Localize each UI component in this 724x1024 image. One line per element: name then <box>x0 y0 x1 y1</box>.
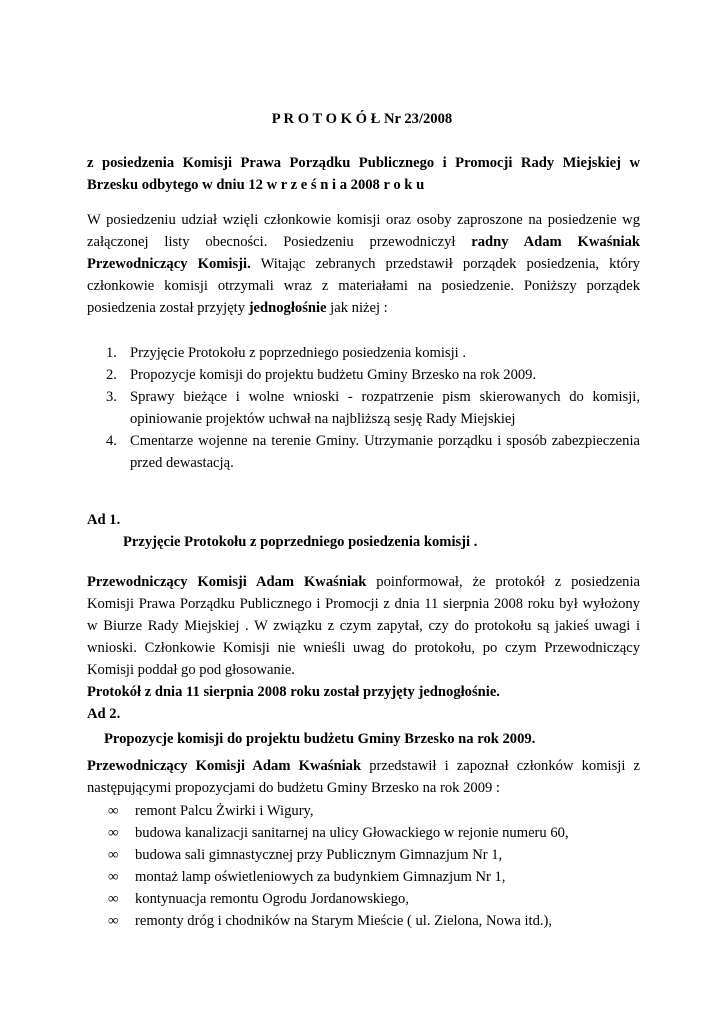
agenda-item <box>87 386 640 430</box>
intro-paragraph <box>87 209 640 319</box>
intro-line-2 <box>87 231 640 253</box>
ad1-heading: Ad 1. <box>87 512 121 528</box>
document-title: P R O T O K Ó Ł Nr 23/2008 <box>271 111 453 127</box>
list-item <box>108 910 648 932</box>
proposal-text: remonty dróg i chodników na Starym Mieście ( ul. Zielona, Nowa itd.), <box>135 913 553 929</box>
ad1-line-1 <box>87 571 640 593</box>
agenda-text: Propozycje komisji do projektu budżetu Gminy Brzesko na rok 2009. <box>130 367 537 383</box>
list-item <box>108 800 648 822</box>
infinity-bullet-icon: ∞ <box>108 803 119 819</box>
agenda-item <box>87 364 640 386</box>
agenda-item <box>87 430 640 474</box>
ad1-result: Protokół z dnia 11 sierpnia 2008 roku został przyjęty jednogłośnie. <box>87 684 500 700</box>
list-item <box>108 888 648 910</box>
proposals-list <box>108 800 648 932</box>
intro-line-5-end: jak niżej : <box>326 300 388 316</box>
chairman-title: Przewodniczący Komisji. <box>87 256 251 272</box>
ad1-line-3: w Biurze Rady Miejskiej . W związku z czym zapytał, czy do protokołu są jakieś uwagi i <box>87 618 640 634</box>
agenda-text: Przyjęcie Protokołu z poprzedniego posiedzenia komisji . <box>130 345 466 361</box>
intro-line-3-text: Witając zebranych przedstawił porządek posiedzenia, który <box>250 256 640 272</box>
agenda-text: Sprawy bieżące i wolne wnioski - rozpatrzenie pism skierowanych do komisji, <box>130 389 640 405</box>
agenda-number: 1. <box>106 345 117 361</box>
chairman-name: Przewodniczący Komisji Adam Kwaśniak <box>87 574 367 590</box>
list-item <box>108 844 648 866</box>
agenda-number: 2. <box>106 367 117 383</box>
intro-line-1: W posiedzeniu udział wzięli członkowie komisji oraz osoby zaproszone na posiedzenie wg <box>87 212 640 228</box>
unanimous-word: jednogłośnie <box>248 300 327 316</box>
ad2-paragraph <box>87 755 640 799</box>
infinity-bullet-icon: ∞ <box>108 825 119 841</box>
ad2-line-1 <box>87 755 640 777</box>
ad2-line-1-text: przedstawił i zapoznał członków komisji z <box>361 758 640 774</box>
ad2-line-2: następującymi propozycjami do budżetu Gminy Brzesko na rok 2009 : <box>87 780 500 796</box>
infinity-bullet-icon: ∞ <box>108 869 119 885</box>
ad1-line-4: wnioski. Członkowie Komisji nie wnieśli uwag do protokołu, po czym Przewodniczący <box>87 640 640 656</box>
infinity-bullet-icon: ∞ <box>108 913 119 929</box>
subtitle-line-1: z posiedzenia Komisji Prawa Porządku Publicznego i Promocji Rady Miejskiej w <box>87 155 640 171</box>
proposal-text: montaż lamp oświetleniowych za budynkiem Gimnazjum Nr 1, <box>135 869 506 885</box>
ad2-subheading: Propozycje komisji do projektu budżetu Gminy Brzesko na rok 2009. <box>104 731 536 747</box>
intro-line-4: członkowie komisji otrzymali wraz z materiałami na posiedzenie. Poniższy porządek <box>87 278 640 294</box>
ad2-heading: Ad 2. <box>87 706 121 722</box>
list-item <box>108 866 648 888</box>
ad1-line-1-text: poinformował, że protokół z posiedzenia <box>366 574 640 590</box>
infinity-bullet-icon: ∞ <box>108 891 119 907</box>
agenda-number: 4. <box>106 433 117 449</box>
proposal-text: budowa sali gimnastycznej przy Publicznym Gimnazjum Nr 1, <box>135 847 503 863</box>
ad1-line-5: Komisji poddał go pod głosowanie. <box>87 662 295 678</box>
intro-line-5 <box>87 297 640 319</box>
document-subtitle <box>87 152 640 196</box>
agenda-text: opiniowanie projektów uchwał na najbliższą sesję Rady Miejskiej <box>130 411 516 427</box>
proposal-text: remont Palcu Żwirki i Wigury, <box>135 803 314 819</box>
chairman-name: radny Adam Kwaśniak <box>471 234 640 250</box>
infinity-bullet-icon: ∞ <box>108 847 119 863</box>
agenda-text: przed dewastacją. <box>130 455 234 471</box>
subtitle-line-2: Brzesku odbytego w dniu 12 w r z e ś n i a 2008 r o k u <box>87 177 425 193</box>
chairman-name: Przewodniczący Komisji Adam Kwaśniak <box>87 758 362 774</box>
proposal-text: budowa kanalizacji sanitarnej na ulicy Głowackiego w rejonie numeru 60, <box>135 825 569 841</box>
list-item <box>108 822 648 844</box>
agenda-text: Cmentarze wojenne na terenie Gminy. Utrzymanie porządku i sposób zabezpieczenia <box>130 433 640 449</box>
agenda-item <box>87 342 640 364</box>
intro-line-5-text: posiedzenia został przyjęty <box>87 300 249 316</box>
proposal-text: kontynuacja remontu Ogrodu Jordanowskiego, <box>135 891 409 907</box>
ad1-paragraph <box>87 571 640 725</box>
intro-line-3 <box>87 253 640 275</box>
agenda-number: 3. <box>106 389 117 405</box>
ad1-line-2: Komisji Prawa Porządku Publicznego i Promocji z dnia 11 sierpnia 2008 roku był wyłożony <box>87 596 640 612</box>
agenda-list <box>87 342 640 474</box>
intro-line-2-text: załączonej listy obecności. Posiedzeniu przewodniczył <box>87 234 472 250</box>
ad1-subheading: Przyjęcie Protokołu z poprzedniego posiedzenia komisji . <box>123 534 478 550</box>
